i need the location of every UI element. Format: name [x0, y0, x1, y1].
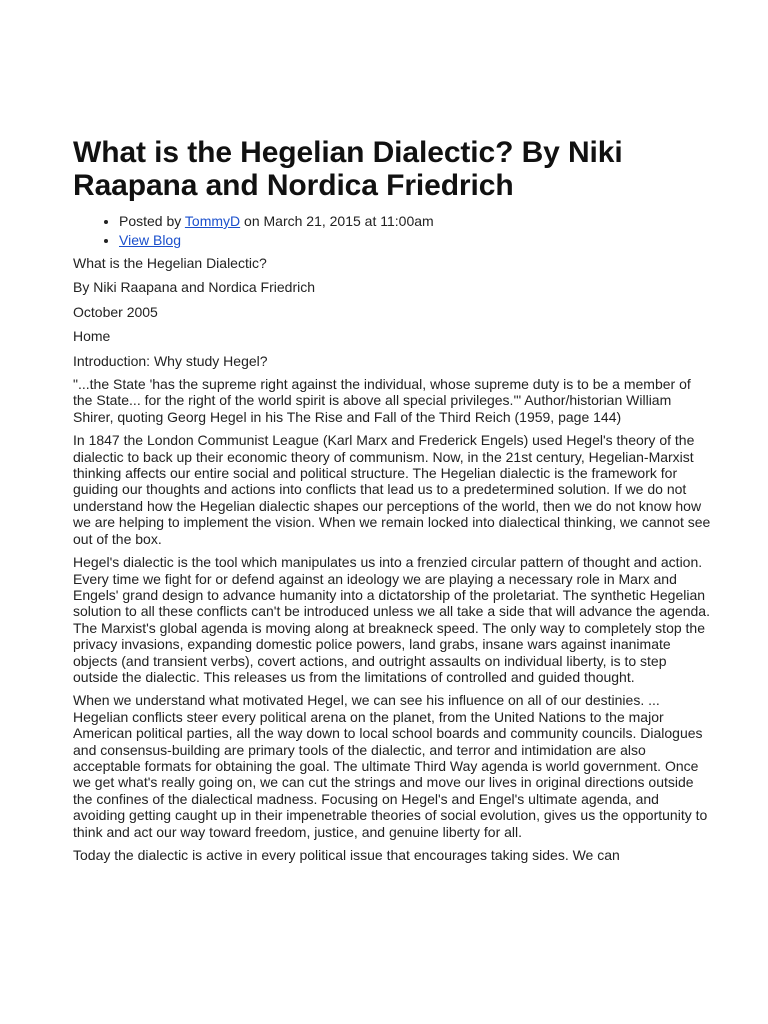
- date-line: October 2005: [73, 303, 158, 320]
- posted-by-label: Posted by: [119, 213, 185, 229]
- byline-line: By Niki Raapana and Nordica Friedrich: [73, 279, 315, 296]
- article-title: What is the Hegelian Dialectic? By Niki Raapana and Nordica Friedrich: [73, 136, 623, 202]
- posted-by-item: [119, 212, 713, 231]
- section-heading: Introduction: Why study Hegel?: [73, 352, 268, 369]
- quote-paragraph: "...the State 'has the supreme right against the individual, whose supreme duty is to be a member of the State... for the right of the world spirit is above all special privileges.'" Author/historian William Shirer, quoting Georg Hegel in his The Rise and Fall of the Third Reich (1959, page 144): [73, 376, 691, 425]
- view-blog-item: [119, 231, 713, 250]
- body-paragraph: Hegel's dialectic is the tool which manipulates us into a frenzied circular pattern of thought and action. Every time we fight for or defend against an ideology we are playing a necessary role in Marx and Engels' grand design to advance humanity into a dictatorship of the proletariat. The synthetic Hegelian solution to all these conflicts can't be introduced unless we all take a side that will advance the agenda. The Marxist's global agenda is moving along at breakneck speed. The only way to completely stop the privacy invasions, expanding domestic police powers, land grabs, insane wars against inanimate objects (and transient verbs), covert actions, and outright assaults on individual liberty, is to step outside the dialectic. This releases us from the limitations of controlled and guided thought.: [73, 554, 710, 685]
- post-meta-list: [73, 212, 713, 250]
- subtitle-line: What is the Hegelian Dialectic?: [73, 255, 267, 271]
- view-blog-link[interactable]: View Blog: [119, 232, 182, 248]
- home-line: Home: [73, 328, 111, 345]
- posted-date: on March 21, 2015 at 11:00am: [240, 213, 434, 229]
- author-link[interactable]: TommyD: [184, 213, 241, 229]
- body-paragraph: Today the dialectic is active in every political issue that encourages taking sides. We can: [73, 847, 620, 863]
- body-paragraph: When we understand what motivated Hegel, we can see his influence on all of our destinies. ... Hegelian conflicts steer every political arena on the planet, from the United Nations to the major American political parties, all the way down to local school boards and community councils. Dialogues and consensus-building are primary tools of the dialectic, and terror and intimidation are also acceptable formats for obtaining the goal. The ultimate Third Way agenda is world government. Once we get what's really going on, we can cut the strings and move our lives in original directions outside the confines of the dialectical madness. Focusing on Hegel's and Engel's ultimate agenda, and avoiding getting caught up in their impenetrable theories of social evolution, gives us the opportunity to think and act our way toward freedom, justice, and genuine liberty for all.: [73, 692, 708, 840]
- body-paragraph: In 1847 the London Communist League (Karl Marx and Frederick Engels) used Hegel's theory of the dialectic to back up their economic theory of communism. Now, in the 21st century, Hegelian-Marxist thinking affects our entire social and political structure. The Hegelian dialectic is the framework for guiding our thoughts and actions into conflicts that lead us to a predetermined solution. If we do not understand how the Hegelian dialectic shapes our perceptions of the world, then we do not know how we are helping to implement the vision. When we remain locked into dialectical thinking, we cannot see out of the box.: [73, 432, 711, 547]
- article: [73, 136, 713, 863]
